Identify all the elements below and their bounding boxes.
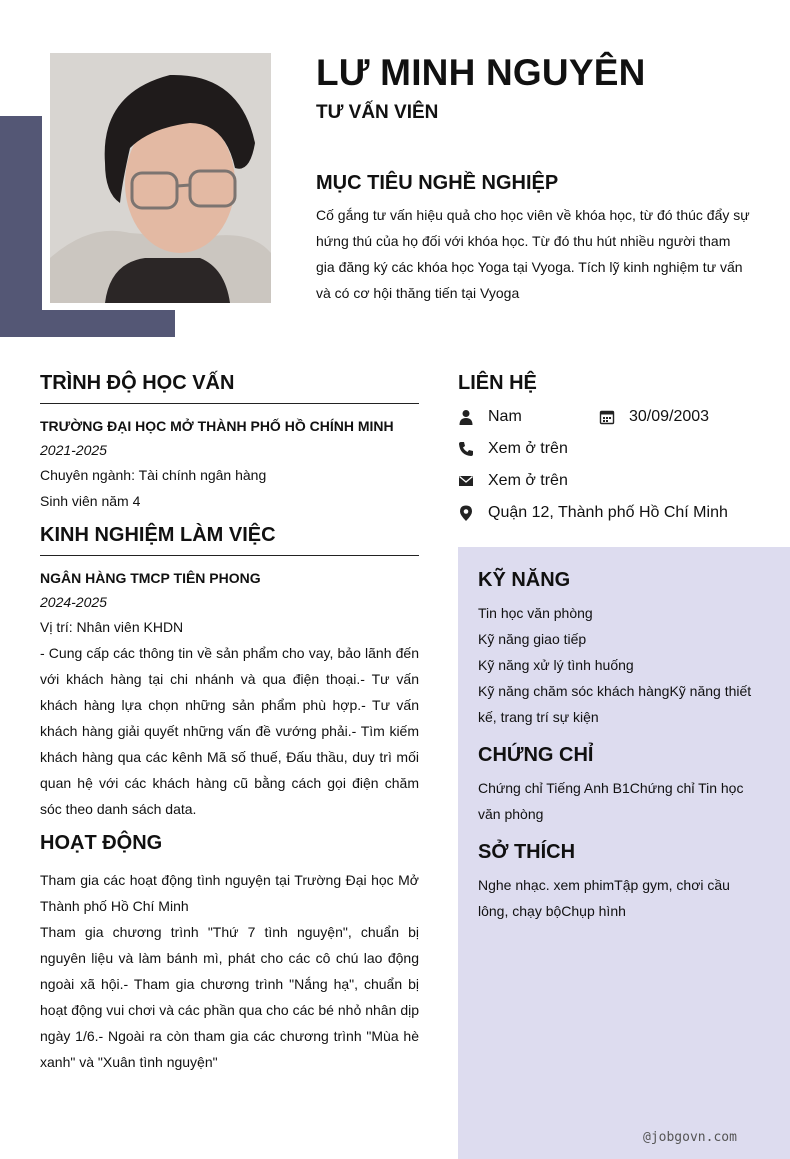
right-sidebar-panel — [458, 547, 790, 1159]
watermark: @jobgovn.com — [643, 1130, 737, 1145]
experience-company: NGÂN HÀNG TMCP TIÊN PHONG — [40, 570, 261, 586]
certificates-title: CHỨNG CHỈ — [478, 744, 594, 766]
skills-section — [478, 569, 758, 730]
contact-row-address — [458, 501, 778, 533]
skills-title: KỸ NĂNG — [478, 569, 571, 591]
skill-item: Kỹ năng chăm sóc khách hàngKỹ năng thiết kế, trang trí sự kiện — [478, 683, 752, 725]
activity-item: Tham gia các hoạt động tình nguyện tại Trường Đại học Mở Thành phố Hồ Chí Minh — [40, 872, 419, 914]
divider — [40, 555, 419, 556]
experience-description: - Cung cấp các thông tin về sản phẩm cho vay, bảo lãnh đến với khách hàng tại chi nhánh và qua điện thoại.- Tư vấn khách hàng lựa chọn những sản phẩm phù hợp.- Tư vấn khách hàng giải quyết những vấn đề vướng phải.- Tìm kiếm khách hàng qua các kênh Mã số thuế, Đấu thầu, duy trì mối quan hệ với các khách hàng cũ bằng cách gọi điện chăm sóc theo danh sách data. — [40, 645, 419, 817]
certificates-section — [478, 744, 758, 827]
contact-row-gender-birthday — [458, 405, 778, 437]
certificates-text: Chứng chỉ Tiếng Anh B1Chứng chỉ Tin học văn phòng — [478, 780, 744, 822]
accent-bar — [0, 116, 42, 337]
contact-section — [458, 372, 778, 533]
contact-birthday: 30/09/2003 — [629, 408, 710, 425]
activities-section — [40, 832, 419, 1075]
experience-position: Vị trí: Nhân viên KHDN — [40, 619, 184, 635]
education-school: TRƯỜNG ĐẠI HỌC MỞ THÀNH PHỐ HỒ CHÍNH MINH — [40, 418, 394, 434]
left-column — [40, 372, 419, 1075]
education-title: TRÌNH ĐỘ HỌC VẤN — [40, 372, 235, 394]
contact-email: Xem ở trên — [488, 472, 568, 489]
contact-phone: Xem ở trên — [488, 440, 568, 457]
education-status: Sinh viên năm 4 — [40, 493, 141, 509]
phone-icon — [458, 441, 474, 457]
activity-item: Tham gia chương trình "Thứ 7 tình nguyện", chuẩn bị nguyên liệu và làm bánh mì, phát cho các cô chú lao động ngoài xã hội.- Tham gia chương trình "Nắng hạ", chuẩn bị hoạt động vui chơi và các phần qua cho các bé nhỏ nhân dịp ngày 1/6.- Ngoài ra còn tham gia các chương trình "Mùa hè xanh" và "Xuân tình nguyện" — [40, 924, 419, 1070]
contact-address: Quận 12, Thành phố Hồ Chí Minh — [488, 504, 728, 521]
objective-title: MỤC TIÊU NGHỀ NGHIỆP — [316, 172, 559, 194]
user-icon — [458, 409, 474, 425]
contact-title: LIÊN HỆ — [458, 372, 537, 394]
education-major: Chuyên ngành: Tài chính ngân hàng — [40, 467, 267, 483]
experience-years: 2024-2025 — [40, 594, 107, 610]
skill-item: Kỹ năng giao tiếp — [478, 631, 587, 647]
activities-title: HOẠT ĐỘNG — [40, 832, 163, 854]
experience-section — [40, 524, 419, 822]
calendar-icon — [599, 409, 615, 425]
contact-gender: Nam — [488, 408, 522, 425]
objective-text: Cố gắng tư vấn hiệu quả cho học viên về khóa học, từ đó thúc đẩy sự hứng thú của họ đối với khóa học. Từ đó thu hút nhiều người tham gia đăng ký các khóa học Yoga tại Vyoga. Tích lỹ kinh nghiệm tư vấn và có cơ hội thăng tiến tại Vyoga — [316, 207, 750, 301]
hobbies-text: Nghe nhạc. xem phimTập gym, chơi cầu lông, chạy bộChụp hình — [478, 877, 730, 919]
candidate-name: LƯ MINH NGUYÊN — [316, 52, 646, 93]
contact-row-phone — [458, 437, 778, 469]
contact-row-email — [458, 469, 778, 501]
education-section — [40, 372, 419, 514]
profile-photo — [50, 53, 271, 303]
skill-item: Tin học văn phòng — [478, 605, 593, 621]
hobbies-section — [478, 841, 758, 924]
map-pin-icon — [458, 505, 474, 521]
mail-icon — [458, 473, 474, 489]
hobbies-title: SỞ THÍCH — [478, 841, 576, 863]
education-years: 2021-2025 — [40, 442, 107, 458]
experience-title: KINH NGHIỆM LÀM VIỆC — [40, 524, 276, 546]
skill-item: Kỹ năng xử lý tình huống — [478, 657, 634, 673]
divider — [40, 403, 419, 404]
accent-bar-foot — [0, 310, 175, 337]
candidate-role: TƯ VẤN VIÊN — [316, 102, 439, 123]
